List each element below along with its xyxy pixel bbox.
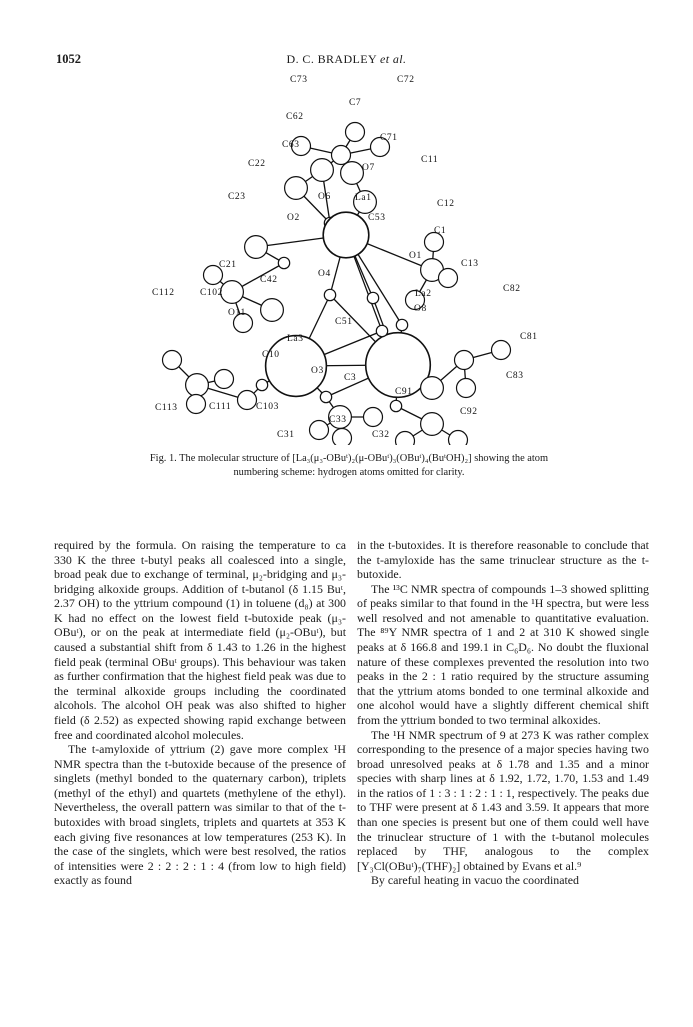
carbon-atom [310, 421, 329, 440]
figure-caption [84, 452, 614, 480]
atom-label-c21: C21 [219, 260, 237, 270]
running-head-authors: D. C. BRADLEY [286, 52, 377, 66]
atom-label-c23: C23 [228, 192, 246, 202]
carbon-atom [245, 236, 268, 259]
carbon-atom [238, 391, 257, 410]
right-paragraph-1: in the t-butoxides. It is therefore reasonable to conclude that the t-amyloxide has the same trinuclear structure as the t-butoxide. [357, 538, 649, 582]
carbon-atom [439, 269, 458, 288]
carbon-atom [492, 341, 511, 360]
running-head-etal: et al. [380, 52, 407, 66]
atom-label-c32: C32 [372, 430, 390, 440]
atom-label-c72: C72 [397, 75, 415, 85]
carbon-atom [186, 374, 209, 397]
atom-label-c112: C112 [152, 288, 175, 298]
atom-label-la3: La3 [287, 334, 304, 344]
left-column [54, 538, 346, 888]
atom-label-c103: C103 [256, 402, 279, 412]
atom-label-c92: C92 [460, 407, 478, 417]
atom-label-o7: O7 [362, 163, 375, 173]
carbon-atom [285, 177, 308, 200]
atom-label-la2: La2 [415, 289, 432, 299]
page-number: 1052 [56, 52, 81, 66]
atom-label-c111: C111 [209, 402, 232, 412]
carbon-atom [311, 159, 334, 182]
atom-label-c81: C81 [520, 332, 538, 342]
atom-label-c42: C42 [260, 275, 278, 285]
atom-label-c22: C22 [248, 159, 266, 169]
atom-label-o11: O11 [228, 308, 246, 318]
carbon-atom [455, 351, 474, 370]
atom-label-c10: C10 [262, 350, 280, 360]
atom-label-c12: C12 [437, 199, 455, 209]
atom-label-c73: C73 [290, 75, 308, 85]
lanthanum-atom [323, 212, 369, 258]
oxygen-atom [320, 391, 331, 402]
atom-label-c71: C71 [380, 133, 398, 143]
carbon-atom [457, 379, 476, 398]
right-column [357, 538, 649, 888]
atom-label-c113: C113 [155, 403, 178, 413]
carbon-atom [261, 299, 284, 322]
atom-label-c63: C63 [282, 140, 300, 150]
right-paragraph-4: By careful heating in vacuo the coordinated [371, 873, 580, 888]
atom-label-o6: O6 [318, 192, 331, 202]
right-paragraph-3: The ¹H NMR spectrum of 9 at 273 K was rather complex corresponding to the presence of a major species having two broad unresolved peaks at δ 1.78 and 1.35 and a minor species with sharp lines at δ 1.92, 1.72, 1.70, 1.53 and 1.49 in the ratios of 1 : 3 : 1 : 2 : 1 : 1, respectively. The peaks due to THF were present at δ 1.43 and 3.59. It appears that more than one species is present but one of them could well have the trinuclear structure of 1 with the t-butanol molecules replaced by THF, analogous to the complex [Y₃Cl(OBuᵗ)₇(THF)₂] obtained by Evans et al.⁹ [357, 727, 649, 873]
atom-label-o8: O8 [414, 304, 427, 314]
carbon-atom [163, 351, 182, 370]
oxygen-atom [396, 319, 407, 330]
atom-label-o2: O2 [287, 213, 300, 223]
atom-label-c53: C53 [368, 213, 386, 223]
carbon-atom [332, 146, 351, 165]
carbon-atom [364, 408, 383, 427]
atom-label-c91: C91 [395, 387, 413, 397]
oxygen-atom [367, 292, 378, 303]
atom-label-c3: C3 [344, 373, 357, 383]
carbon-atom [449, 431, 468, 446]
atom-label-c102: C102 [200, 288, 223, 298]
atom-label-c31: C31 [277, 430, 295, 440]
carbon-atom [421, 377, 444, 400]
left-paragraph-1: required by the formula. On raising the temperature to ca 330 K the three t-butyl peaks all coalesced into a single, broad peak due to exchange of terminal, μ₂-bridging and μ₃-bridging alkoxide groups. Addition of t-butanol (δ 1.15 Buᵗ, 2.37 OH) to the yttrium compound (1) in toluene (d₈) at 300 K had no effect on the lowest field t-butoxide peak (μ₃-OBuᵗ), or on the peak at intermediate field (μ₂-OBuᵗ), but caused a substantial shift from δ 1.43 to 1.26 in the highest field peak (terminal OBuᵗ groups). This behaviour was taken as further confirmation that the highest field peak was due to the terminal alkoxide groups including the coordinated alcohols. The alcohol OH peak was also shifted to higher field (δ 2.52) as expected showing rapid exchange between free and coordinated alcohol molecules. [54, 538, 346, 742]
oxygen-atom [376, 325, 387, 336]
atom-spheres [163, 123, 511, 446]
atom-label-o4: O4 [318, 269, 331, 279]
atom-label-c7: C7 [349, 98, 362, 108]
atom-label-c62: C62 [286, 112, 304, 122]
atom-label-la1: La1 [355, 193, 372, 203]
atom-label-c11: C11 [421, 155, 439, 165]
atom-label-c13: C13 [461, 259, 479, 269]
carbon-atom [333, 429, 352, 446]
carbon-atom [187, 395, 206, 414]
oxygen-atom [278, 257, 289, 268]
oxygen-atom [390, 400, 401, 411]
carbon-atom [346, 123, 365, 142]
carbon-atom [221, 281, 244, 304]
caption-line-1: Fig. 1. The molecular structure of [La₃(μ₃-OBuᵗ)₂(μ-OBuᵗ)₃(OBuᵗ)₄(BuᵗOH)₂] showing the atom [149, 453, 549, 464]
carbon-atom [215, 370, 234, 389]
carbon-atom [396, 432, 415, 446]
carbon-atom [341, 162, 364, 185]
right-paragraph-2: The ¹³C NMR spectra of compounds 1–3 showed splitting of peaks similar to that found in the ¹H spectra, but were less well resolved and not amenable to quantitative evaluation. The ⁸⁹Y NMR spectra of 1 and 2 at 310 K showed single peaks at δ 166.8 and 199.1 in C₆D₆. No doubt the fluxional nature of these complexes prevented the resolution into two peaks in the 2 : 1 ratio required by the structure assuming that the yttrium atoms bonded to one terminal alkoxide and one alcohol would have a slightly different chemical shift from the yttrium bonded to two terminal alkoxides. [357, 581, 649, 727]
oxygen-atom [256, 379, 267, 390]
atom-label-c1: C1 [434, 226, 447, 236]
caption-line-2: numbering scheme: hydrogen atoms omitted for clarity. [233, 467, 465, 478]
carbon-atom [421, 413, 444, 436]
left-paragraph-2: The t-amyloxide of yttrium (2) gave more complex ¹H NMR spectra than the t-butoxide because of the presence of singlets (methyl bonded to the quaternary carbon), triplets (methyl of the ethyl) and quartets (methylene of the ethyl). Nevertheless, the overall pattern was similar to that of the t-butoxides with broad singlets, triplets and quartets at 353 K each giving five resonances at low temperatures (253 K). In the case of the singlets, which were best resolved, the ratios of intensities were 2 : 2 : 2 : 1 : 4 (from low to high field) exactly as found [54, 742, 346, 888]
atom-label-o1: O1 [409, 251, 422, 261]
oxygen-atom [324, 289, 335, 300]
atom-label-o3: O3 [311, 366, 324, 376]
atom-label-c82: C82 [503, 284, 521, 294]
atom-label-c33: C33 [329, 415, 347, 425]
atom-label-c51: C51 [335, 317, 353, 327]
atom-label-c83: C83 [506, 371, 524, 381]
molecular-structure-figure [0, 60, 693, 445]
